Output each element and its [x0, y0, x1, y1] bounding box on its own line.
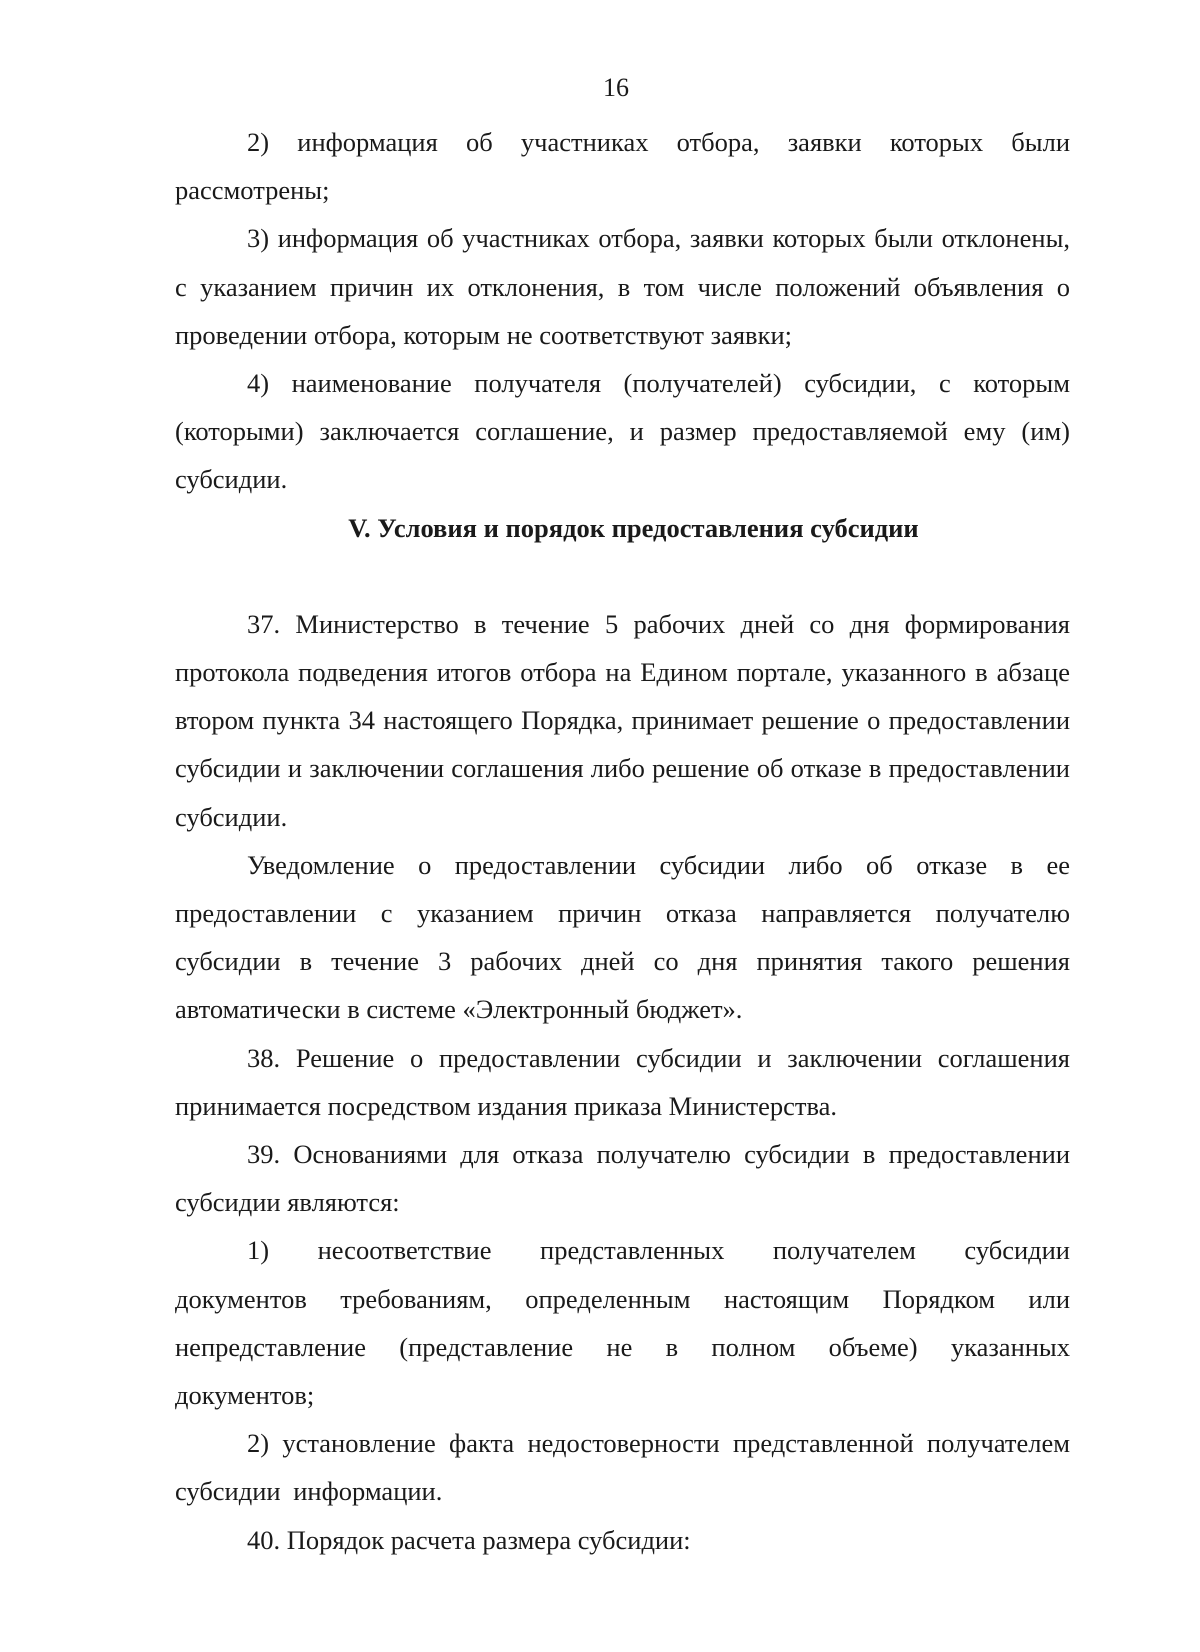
paragraph-40: 40. Порядок расчета размера субсидии: — [247, 1524, 691, 1555]
list-item-2: 2) информация об участниках отбора, заявки которых были рассмотрены; — [175, 127, 1070, 206]
document-body — [175, 118, 1070, 1564]
paragraph-37: 37. Министерство в течение 5 рабочих дней со дня формирования протокола подведения итогов отбора на Едином портале, указанного в абзаце втором пункта 34 настоящего Порядка, принимает решение о предоставлении субсидии и заключении соглашения либо решение об отказе в предоставлении субсидии. — [175, 608, 1070, 832]
section-heading: V. Условия и порядок предоставления субсидии — [348, 512, 919, 543]
paragraph-38: 38. Решение о предоставлении субсидии и заключении соглашения принимается посредством издания приказа Министерства. — [175, 1042, 1070, 1121]
paragraph-39-item-2: 2) установление факта недостоверности представленной получателем субсидии информации. — [175, 1428, 1070, 1507]
list-item-4: 4) наименование получателя (получателей) субсидии, с которым (которыми) заключается соглашение, и размер предоставляемой ему (им) субсидии. — [175, 368, 1070, 495]
list-item-3: 3) информация об участниках отбора, заявки которых были отклонены, с указанием причин их отклонения, в том числе положений объявления о проведении отбора, которым не соответствуют заявки; — [175, 223, 1070, 350]
paragraph-notification: Уведомление о предоставлении субсидии либо об отказе в ее предоставлении с указанием причин отказа направляется получателю субсидии в течение 3 рабочих дней со дня принятия такого решения автоматически в системе «Электронный бюджет». — [175, 849, 1070, 1025]
paragraph-39: 39. Основаниями для отказа получателю субсидии в предоставлении субсидии являются: — [175, 1139, 1070, 1218]
paragraph-39-item-1: 1) несоответствие представленных получателем субсидии документов требованиям, определенным настоящим Порядком или непредставление (представление не в полном объеме) указанных документов; — [175, 1235, 1070, 1411]
page-number: 16 — [603, 73, 629, 102]
